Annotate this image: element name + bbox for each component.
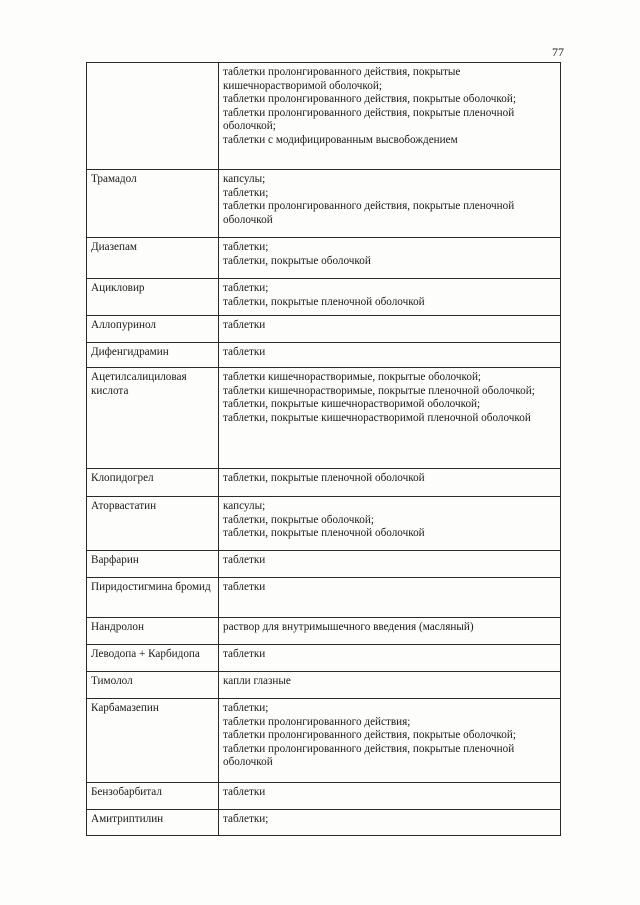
table-body xyxy=(87,63,561,836)
table-row xyxy=(87,343,561,368)
drug-forms-table xyxy=(86,62,561,836)
table-row xyxy=(87,63,561,170)
dosage-form: таблетки; xyxy=(223,702,269,714)
dosage-form: капсулы; xyxy=(223,173,266,185)
dosage-forms-cell xyxy=(219,672,561,699)
dosage-form: таблетки пролонгированного действия, покрытые пленочной оболочкой xyxy=(223,742,515,769)
dosage-form: таблетки, покрытые пленочной оболочкой xyxy=(223,527,425,540)
drug-name-cell: Карбамазепин xyxy=(87,699,219,783)
drug-name-cell: Амитриптилин xyxy=(87,810,219,836)
dosage-form: таблетки пролонгированного действия, покрытые пленочной оболочкой; xyxy=(223,106,515,133)
table-row xyxy=(87,783,561,810)
dosage-form: таблетки пролонгированного действия, покрытые кишечнорастворимой оболочкой; xyxy=(223,66,461,92)
table-row xyxy=(87,578,561,618)
dosage-form: таблетки, покрытые кишечнорастворимой пленочной оболочкой xyxy=(223,411,531,424)
dosage-form: таблетки кишечнорастворимые, покрытые оболочкой; xyxy=(223,371,482,383)
table-row xyxy=(87,810,561,836)
dosage-form: таблетки, покрытые пленочной оболочкой xyxy=(223,472,425,484)
table-row xyxy=(87,672,561,699)
dosage-form: таблетки xyxy=(223,554,266,566)
table-row xyxy=(87,699,561,783)
drug-name-cell xyxy=(87,63,219,170)
dosage-forms-cell xyxy=(219,316,561,343)
dosage-form: таблетки xyxy=(223,786,266,798)
drug-name-cell: Аллопуринол xyxy=(87,316,219,343)
dosage-forms-cell xyxy=(219,578,561,618)
dosage-form: таблетки, покрытые оболочкой xyxy=(223,254,371,267)
drug-name-cell: Клопидогрел xyxy=(87,469,219,497)
drug-name-cell: Леводопа + Карбидопа xyxy=(87,645,219,672)
table-row xyxy=(87,618,561,645)
dosage-forms-cell xyxy=(219,618,561,645)
dosage-form: таблетки пролонгированного действия, покрытые пленочной оболочкой xyxy=(223,200,515,226)
dosage-form: таблетки пролонгированного действия, покрытые оболочкой; xyxy=(223,729,516,742)
dosage-form: таблетки; xyxy=(223,813,269,825)
dosage-form: таблетки xyxy=(223,648,266,660)
table-row xyxy=(87,645,561,672)
table-row xyxy=(87,279,561,316)
dosage-form: таблетки, покрытые пленочной оболочкой xyxy=(223,295,425,308)
dosage-forms-cell xyxy=(219,810,561,836)
dosage-form: таблетки, покрытые кишечнорастворимой оболочкой; xyxy=(223,398,481,411)
drug-name-cell: Ацикловир xyxy=(87,279,219,316)
dosage-form: таблетки xyxy=(223,581,266,593)
dosage-forms-cell xyxy=(219,699,561,783)
dosage-forms-cell xyxy=(219,783,561,810)
dosage-form: таблетки пролонгированного действия, покрытые оболочкой; xyxy=(223,93,516,106)
dosage-form: капли глазные xyxy=(223,675,291,687)
table-row xyxy=(87,316,561,343)
dosage-forms-cell xyxy=(219,551,561,578)
dosage-forms-cell xyxy=(219,238,561,279)
dosage-forms-cell xyxy=(219,469,561,497)
dosage-form: таблетки; xyxy=(223,282,269,294)
dosage-form: таблетки, покрытые оболочкой; xyxy=(223,513,374,526)
dosage-form: таблетки; xyxy=(223,186,269,199)
dosage-form: таблетки с модифицированным высвобождением xyxy=(223,133,458,146)
dosage-forms-cell xyxy=(219,368,561,469)
dosage-forms-cell xyxy=(219,343,561,368)
dosage-forms-cell xyxy=(219,497,561,551)
dosage-form: таблетки xyxy=(223,346,266,358)
drug-name-cell: Трамадол xyxy=(87,170,219,238)
table-row xyxy=(87,368,561,469)
drug-name-cell: Тимолол xyxy=(87,672,219,699)
drug-name-cell: Ацетилсалициловая кислота xyxy=(87,368,219,469)
drug-name-cell: Бензобарбитал xyxy=(87,783,219,810)
drug-name-cell: Диазепам xyxy=(87,238,219,279)
drug-name-cell: Варфарин xyxy=(87,551,219,578)
dosage-form: таблетки xyxy=(223,319,266,331)
drug-name-cell: Нандролон xyxy=(87,618,219,645)
dosage-forms-cell xyxy=(219,645,561,672)
table-row xyxy=(87,469,561,497)
dosage-form: капсулы; xyxy=(223,500,266,512)
drug-name-cell: Аторвастатин xyxy=(87,497,219,551)
table-row xyxy=(87,170,561,238)
dosage-form: таблетки пролонгированного действия; xyxy=(223,715,411,728)
table-row xyxy=(87,238,561,279)
dosage-form: таблетки кишечнорастворимые, покрытые пленочной оболочкой; xyxy=(223,384,535,397)
dosage-form: раствор для внутримышечного введения (масляный) xyxy=(223,621,474,633)
dosage-forms-cell xyxy=(219,279,561,316)
dosage-forms-cell xyxy=(219,170,561,238)
table-row xyxy=(87,497,561,551)
table-row xyxy=(87,551,561,578)
drug-name-cell: Дифенгидрамин xyxy=(87,343,219,368)
drug-name-cell: Пиридостигмина бромид xyxy=(87,578,219,618)
dosage-form: таблетки; xyxy=(223,241,269,253)
dosage-forms-cell xyxy=(219,63,561,170)
page-number: 77 xyxy=(552,45,564,59)
